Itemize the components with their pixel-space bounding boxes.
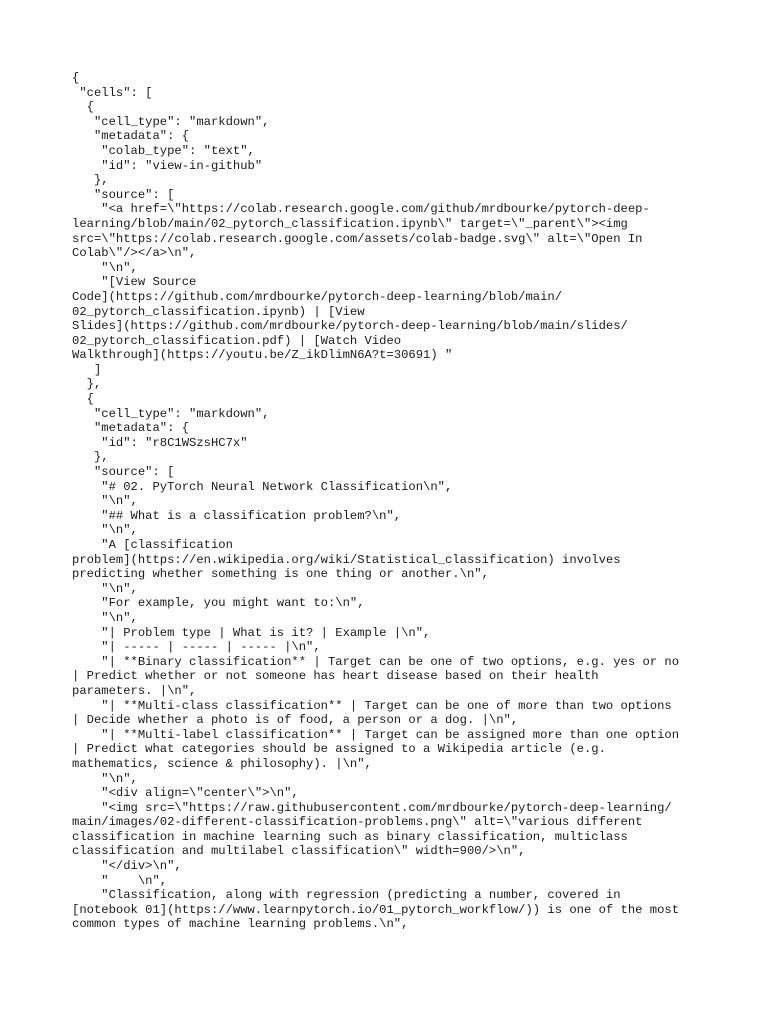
code-line: Code](https://github.com/mrdbourke/pytorch-deep-learning/blob/main/ — [72, 289, 563, 304]
code-line: "</div>\n", — [72, 859, 182, 874]
code-line: classification and multilabel classification\" width=900/>\n", — [72, 844, 526, 859]
code-line: "id": "r8C1WSzsHC7x" — [72, 435, 248, 450]
code-line: "| ----- | ----- | ----- |\n", — [72, 640, 321, 655]
code-line: "source": [ — [72, 465, 175, 480]
code-line: " \n", — [72, 873, 168, 888]
code-line: "\n", — [72, 581, 138, 596]
code-line: "<a href=\"https://colab.research.google.com/github/mrdbourke/pytorch-deep- — [72, 202, 650, 217]
code-line: | Decide whether a photo is of food, a person or a dog. |\n", — [72, 713, 519, 728]
code-line: mathematics, science & philosophy). |\n", — [72, 756, 372, 771]
code-line: [notebook 01](https://www.learnpytorch.io/01_pytorch_workflow/)) is one of the most — [72, 902, 680, 917]
code-line: "cells": [ — [72, 85, 153, 100]
code-line: Slides](https://github.com/mrdbourke/pytorch-deep-learning/blob/main/slides/ — [72, 319, 628, 334]
code-line: "| Problem type | What is it? | Example |\n", — [72, 625, 431, 640]
code-line: src=\"https://colab.research.google.com/assets/colab-badge.svg\" alt=\"Open In — [72, 231, 643, 246]
code-line: | Predict what categories should be assigned to a Wikipedia article (e.g. — [72, 742, 606, 757]
code-line: "<img src=\"https://raw.githubusercontent.com/mrdbourke/pytorch-deep-learning/ — [72, 800, 672, 815]
code-line: "\n", — [72, 610, 138, 625]
code-line: }, — [72, 377, 102, 392]
code-line: learning/blob/main/02_pytorch_classification.ipynb\" target=\"_parent\"><img — [72, 216, 628, 231]
code-line: "| **Binary classification** | Target can be one of two options, e.g. yes or no — [72, 654, 680, 669]
code-line: }, — [72, 173, 109, 188]
code-line: problem](https://en.wikipedia.org/wiki/Statistical_classification) involves — [72, 552, 621, 567]
code-line: "cell_type": "markdown", — [72, 114, 270, 129]
code-line: "# 02. PyTorch Neural Network Classification\n", — [72, 479, 453, 494]
code-line: "## What is a classification problem?\n", — [72, 508, 402, 523]
code-line: "\n", — [72, 494, 138, 509]
code-line: Walkthrough](https://youtu.be/Z_ikDlimN6A?t=30691) " — [72, 348, 453, 363]
code-line: { — [72, 392, 94, 407]
notebook-json-source — [72, 71, 712, 932]
code-line: "| **Multi-label classification** | Target can be assigned more than one option — [72, 727, 680, 742]
code-line: }, — [72, 450, 109, 465]
code-line: ] — [72, 362, 102, 377]
code-line: "\n", — [72, 523, 138, 538]
code-line: "cell_type": "markdown", — [72, 406, 270, 421]
code-line: common types of machine learning problems.\n", — [72, 917, 409, 932]
code-line: main/images/02-different-classification-problems.png\" alt=\"various different — [72, 815, 643, 830]
code-line: "id": "view-in-github" — [72, 158, 263, 173]
code-line: { — [72, 100, 94, 115]
code-line: 02_pytorch_classification.ipynb) | [View — [72, 304, 365, 319]
code-line: "<div align=\"center\">\n", — [72, 786, 299, 801]
code-line: parameters. |\n", — [72, 683, 197, 698]
code-line: Colab\"/></a>\n", — [72, 246, 197, 261]
code-line: 02_pytorch_classification.pdf) | [Watch Video — [72, 333, 402, 348]
code-line: "[View Source — [72, 275, 197, 290]
code-line: "Classification, along with regression (predicting a number, covered in — [72, 888, 621, 903]
code-line: "source": [ — [72, 187, 175, 202]
code-line: predicting whether something is one thing or another.\n", — [72, 567, 489, 582]
code-line: "| **Multi-class classification** | Target can be one of more than two options — [72, 698, 672, 713]
code-line: "metadata": { — [72, 129, 190, 144]
code-line: classification in machine learning such as binary classification, multiclass — [72, 829, 628, 844]
code-line: | Predict whether or not someone has heart disease based on their health — [72, 669, 599, 684]
code-line: "\n", — [72, 260, 138, 275]
code-line: "For example, you might want to:\n", — [72, 596, 365, 611]
code-line: "A [classification — [72, 538, 233, 552]
code-line: { — [72, 71, 80, 85]
code-line: "colab_type": "text", — [72, 143, 255, 158]
code-line: "metadata": { — [72, 421, 190, 436]
code-line: "\n", — [72, 771, 138, 786]
